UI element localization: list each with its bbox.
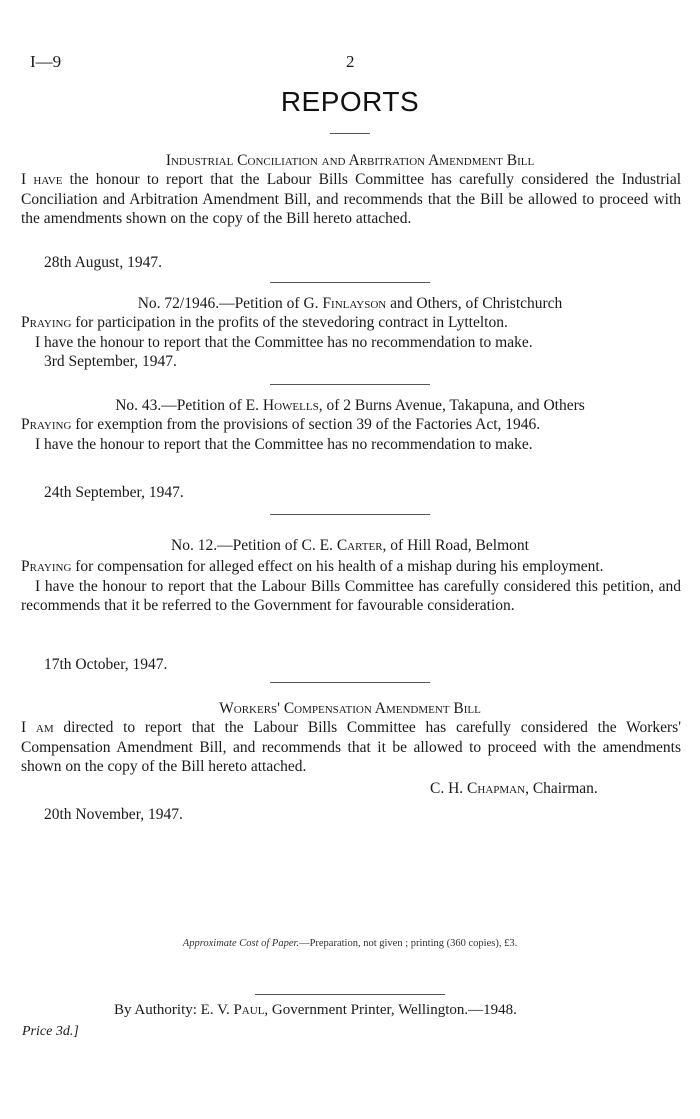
petitioner-name: Howells bbox=[262, 397, 319, 414]
heading-text: No. 43.—Petition of E. bbox=[115, 397, 260, 414]
body-text: for participation in the profits of the stevedoring contract in Lyttelton. bbox=[75, 314, 508, 331]
report-text: I have the honour to report that the Committee has no recommendation to make. bbox=[35, 435, 533, 453]
section-body-workers-bill bbox=[21, 718, 681, 777]
section-date: 28th August, 1947. bbox=[44, 254, 162, 271]
section-divider bbox=[270, 514, 430, 515]
body-text: directed to report that the Labour Bills Committee has carefully considered the Workers' Compensation Amendment Bill, and recommends that it be allowed to proceed with the amendments shown on the copy of the Bill hereto attached. bbox=[21, 719, 682, 776]
page-number: 2 bbox=[346, 52, 355, 71]
lead-words: I have bbox=[21, 171, 63, 188]
petition-body-43 bbox=[21, 415, 681, 454]
title-divider bbox=[330, 133, 370, 134]
body-text: for compensation for alleged effect on his health of a mishap during his employment. bbox=[75, 558, 604, 575]
heading-text: , of Hill Road, Belmont bbox=[382, 537, 529, 554]
lead-words: Praying bbox=[21, 558, 72, 575]
authority-prefix: By Authority: E. V. bbox=[114, 1002, 230, 1018]
price-note: Price 3d.] bbox=[22, 1024, 79, 1039]
chairman-signature bbox=[430, 780, 598, 798]
cost-label: Approximate Cost of Paper. bbox=[182, 938, 300, 949]
section-divider bbox=[270, 282, 430, 283]
body-text: the honour to report that the Labour Bills Committee has carefully considered the Industrial Conciliation and Arbitration Amendment Bill, and recommends that the Bill be allowed to proceed with the amendments shown on the copy of the Bill hereto attached. bbox=[21, 171, 682, 228]
heading-text: No. 72/1946.—Petition of G. bbox=[137, 295, 319, 312]
petitioner-name: Finlayson bbox=[322, 295, 387, 312]
cost-note bbox=[0, 938, 700, 949]
signature-title: , Chairman. bbox=[525, 780, 598, 797]
section-divider bbox=[270, 384, 430, 385]
heading-text: No. 12.—Petition of C. E. bbox=[171, 537, 333, 554]
section-heading-workers-bill: Workers' Compensation Amendment Bill bbox=[219, 700, 481, 717]
lead-words: Praying bbox=[21, 416, 72, 433]
report-text: I have the honour to report that the Labour Bills Committee has carefully considered this petition, and recommends that it be referred to the Government for favourable consideration. bbox=[21, 577, 681, 615]
footer-divider bbox=[255, 994, 445, 995]
section-date: 20th November, 1947. bbox=[44, 806, 183, 823]
petition-heading-43 bbox=[0, 397, 700, 415]
authority-suffix: , Government Printer, Wellington.—1948. bbox=[264, 1002, 517, 1018]
page-title: REPORTS bbox=[280, 86, 420, 117]
petition-body-12 bbox=[21, 557, 681, 616]
printer-authority bbox=[114, 1002, 517, 1019]
petitioner-name: Carter bbox=[336, 537, 383, 554]
document-reference: I—9 bbox=[30, 52, 62, 71]
report-text: I have the honour to report that the Committee has no recommendation to make. bbox=[35, 333, 533, 351]
lead-words: Praying bbox=[21, 314, 72, 331]
cost-text: —Preparation, not given ; printing (360 copies), £3. bbox=[299, 938, 518, 949]
section-date: 17th October, 1947. bbox=[44, 656, 168, 673]
printer-name: Paul bbox=[233, 1002, 265, 1018]
lead-words: I am bbox=[21, 719, 54, 736]
section-divider bbox=[270, 682, 430, 683]
section-body-industrial-bill bbox=[21, 170, 681, 229]
heading-text: , of 2 Burns Avenue, Takapuna, and Others bbox=[318, 397, 585, 414]
section-date: 24th September, 1947. bbox=[44, 484, 184, 501]
signature-name: Chapman bbox=[467, 780, 526, 797]
section-heading-industrial-bill: Industrial Conciliation and Arbitration Amendment Bill bbox=[165, 152, 535, 169]
petition-heading-72 bbox=[0, 295, 700, 313]
body-text: for exemption from the provisions of section 39 of the Factories Act, 1946. bbox=[75, 416, 541, 433]
signature-initials: C. H. bbox=[430, 780, 464, 797]
heading-text: and Others, of Christchurch bbox=[390, 295, 563, 312]
petition-heading-12 bbox=[0, 537, 700, 555]
petition-body-72 bbox=[21, 313, 681, 352]
section-date: 3rd September, 1947. bbox=[44, 353, 177, 370]
